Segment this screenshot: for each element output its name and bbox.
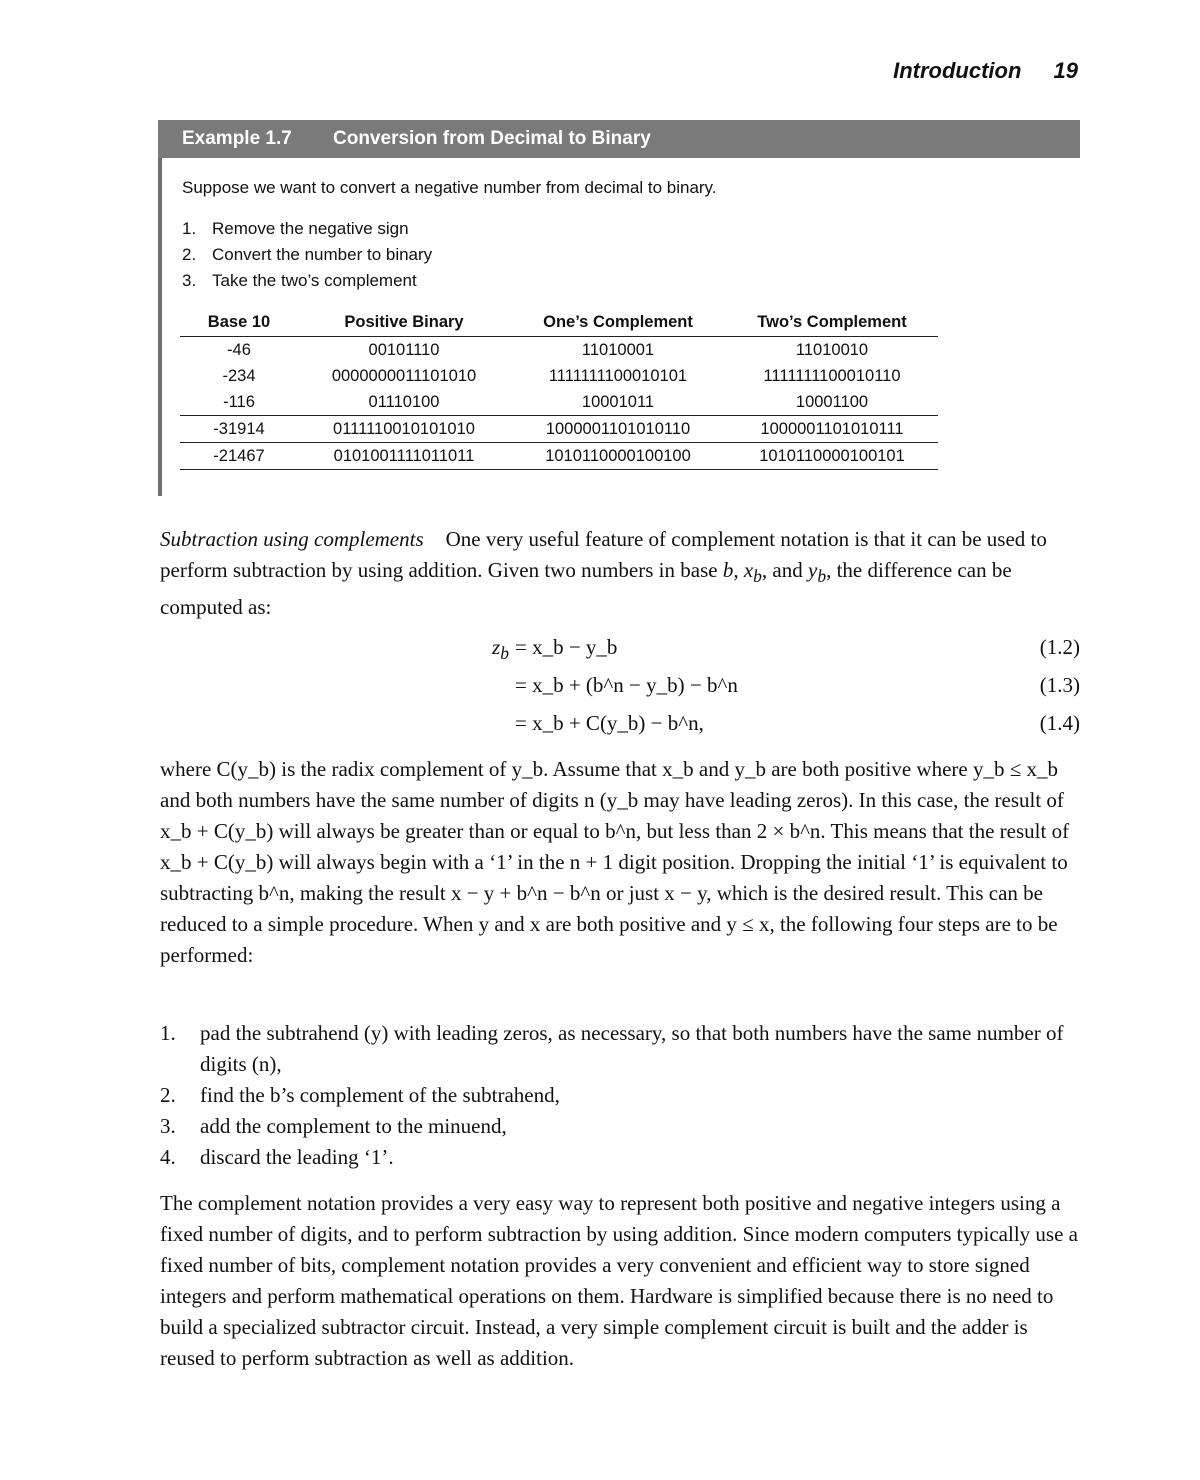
conversion-table bbox=[180, 308, 938, 470]
column-header: Two’s Complement bbox=[726, 308, 938, 337]
step-text: pad the subtrahend (y) with leading zeros, as necessary, so that both numbers have the same number of digits (n), bbox=[200, 1021, 1064, 1076]
paragraph-text: , bbox=[733, 558, 744, 582]
table-cell: 00101110 bbox=[368, 340, 440, 359]
example-header bbox=[158, 120, 1080, 158]
step-text: add the complement to the minuend, bbox=[200, 1114, 507, 1138]
table-cell: 10001100 bbox=[795, 392, 869, 411]
table-row bbox=[180, 363, 938, 389]
example-box bbox=[158, 120, 1080, 496]
step-number: 3. bbox=[160, 1114, 176, 1138]
example-number: Example 1.7 bbox=[182, 128, 292, 149]
paragraph-text: , and bbox=[761, 558, 808, 582]
example-step bbox=[182, 216, 432, 242]
equation-row bbox=[160, 666, 1080, 704]
step-text: Take the two’s complement bbox=[212, 271, 417, 290]
table-cell: 1000001101010110 bbox=[510, 416, 726, 443]
math-sub-b: b bbox=[500, 643, 509, 664]
table-cell: 10001011 bbox=[581, 392, 655, 411]
table-cell: 1111111100010101 bbox=[548, 366, 688, 385]
equation-number: (1.4) bbox=[1039, 711, 1080, 735]
paragraph-text: One very useful feature of complement notation is that it can be used to perform subtraction by using addition. Given two numbers in base bbox=[160, 527, 1047, 582]
procedure-list bbox=[160, 1018, 1080, 1173]
procedure-step bbox=[160, 1080, 1080, 1111]
explanation-paragraph: where C(y_b) is the radix complement of y_b. Assume that x_b and y_b are both positive where y_b ≤ x_b and both numbers have the same number of digits n (y_b may have leading zeros). In this case, the result of x_b + C(y_b) will always be greater than or equal to b^n, but less than 2 × b^n. This means that the result of x_b + C(y_b) will always begin with a ‘1’ in the n + 1 digit position. Dropping the initial ‘1’ is equivalent to subtracting b^n, making the result x − y + b^n − b^n or just x − y, which is the desired result. This can be reduced to a simple procedure. When y and x are both positive and y ≤ x, the following four steps are to be performed: bbox=[160, 757, 1070, 967]
equation-rhs: = x_b + (b^n − y_b) − b^n bbox=[515, 673, 738, 697]
procedure-step bbox=[160, 1142, 1080, 1173]
equation-rhs: = x_b + C(y_b) − b^n, bbox=[515, 711, 704, 735]
subtraction-paragraph bbox=[160, 524, 1080, 623]
step-text: discard the leading ‘1’. bbox=[200, 1145, 394, 1169]
running-head-title: Introduction bbox=[893, 58, 1022, 83]
step-number: 1. bbox=[182, 219, 197, 238]
column-header: Positive Binary bbox=[298, 308, 510, 337]
equation-block bbox=[160, 628, 1080, 742]
table-cell: 1000001101010111 bbox=[726, 416, 938, 443]
step-number: 1. bbox=[160, 1021, 176, 1045]
table-cell: 01110100 bbox=[368, 392, 440, 411]
table-cell: -234 bbox=[222, 366, 256, 385]
subtraction-lead: Subtraction using complements bbox=[160, 527, 424, 551]
table-cell: 11010010 bbox=[795, 340, 869, 359]
column-header: Base 10 bbox=[180, 308, 298, 337]
step-number: 3. bbox=[182, 271, 197, 290]
step-number: 4. bbox=[160, 1145, 176, 1169]
example-step bbox=[182, 268, 432, 294]
table-cell: -46 bbox=[227, 340, 251, 359]
math-z: z bbox=[492, 635, 501, 659]
example-intro: Suppose we want to convert a negative number from decimal to binary. bbox=[182, 178, 717, 197]
step-text: Remove the negative sign bbox=[212, 219, 409, 238]
table-cell: 0111110010101010 bbox=[298, 416, 510, 443]
table-cell: 1010110000100100 bbox=[510, 443, 726, 470]
equation-number: (1.2) bbox=[1039, 635, 1080, 659]
procedure-step bbox=[160, 1111, 1080, 1142]
step-text: Convert the number to binary bbox=[212, 245, 433, 264]
equation-number: (1.3) bbox=[1039, 673, 1080, 697]
math-sub-b: b bbox=[753, 566, 762, 587]
example-steps bbox=[182, 216, 432, 294]
table-cell: 1111111100010110 bbox=[763, 366, 901, 385]
table-cell: 11010001 bbox=[581, 340, 655, 359]
example-title: Conversion from Decimal to Binary bbox=[333, 128, 651, 149]
table-cell: -21467 bbox=[180, 443, 298, 470]
step-number: 2. bbox=[160, 1083, 176, 1107]
table-cell: -31914 bbox=[180, 416, 298, 443]
table-header-row bbox=[180, 308, 938, 337]
table-row bbox=[180, 443, 938, 470]
equation-row bbox=[160, 704, 1080, 742]
table-cell: 0101001111011011 bbox=[298, 443, 510, 470]
table-cell: 0000000011101010 bbox=[331, 366, 477, 385]
equation-row bbox=[160, 628, 1080, 666]
procedure-step bbox=[160, 1018, 1080, 1080]
column-header: One’s Complement bbox=[510, 308, 726, 337]
running-head bbox=[893, 58, 1078, 84]
example-left-rule bbox=[158, 120, 162, 496]
page-number: 19 bbox=[1053, 58, 1078, 83]
math-x: x bbox=[743, 558, 754, 582]
math-y: y bbox=[807, 558, 818, 582]
step-number: 2. bbox=[182, 245, 197, 264]
example-step bbox=[182, 242, 432, 268]
table-row bbox=[180, 337, 938, 364]
table-cell: -116 bbox=[223, 392, 255, 411]
table-cell: 1010110000100101 bbox=[726, 443, 938, 470]
table-row bbox=[180, 416, 938, 443]
table-row bbox=[180, 389, 938, 416]
closing-paragraph: The complement notation provides a very easy way to represent both positive and negative integers using a fixed number of digits, and to perform subtraction by using addition. Since modern computers typically use a fixed number of bits, complement notation provides a very convenient and efficient way to store signed integers and perform mathematical operations on them. Hardware is simplified because there is no need to build a specialized subtractor circuit. Instead, a very simple complement circuit is built and the adder is reused to perform subtraction as well as addition. bbox=[160, 1191, 1078, 1370]
paragraph-text: , the difference can be computed as: bbox=[160, 558, 1012, 620]
math-sub-b: b bbox=[817, 566, 827, 587]
equation-rhs: = x_b − y_b bbox=[515, 635, 618, 659]
math-b: b bbox=[722, 558, 734, 582]
step-text: find the b’s complement of the subtrahend, bbox=[200, 1083, 560, 1107]
